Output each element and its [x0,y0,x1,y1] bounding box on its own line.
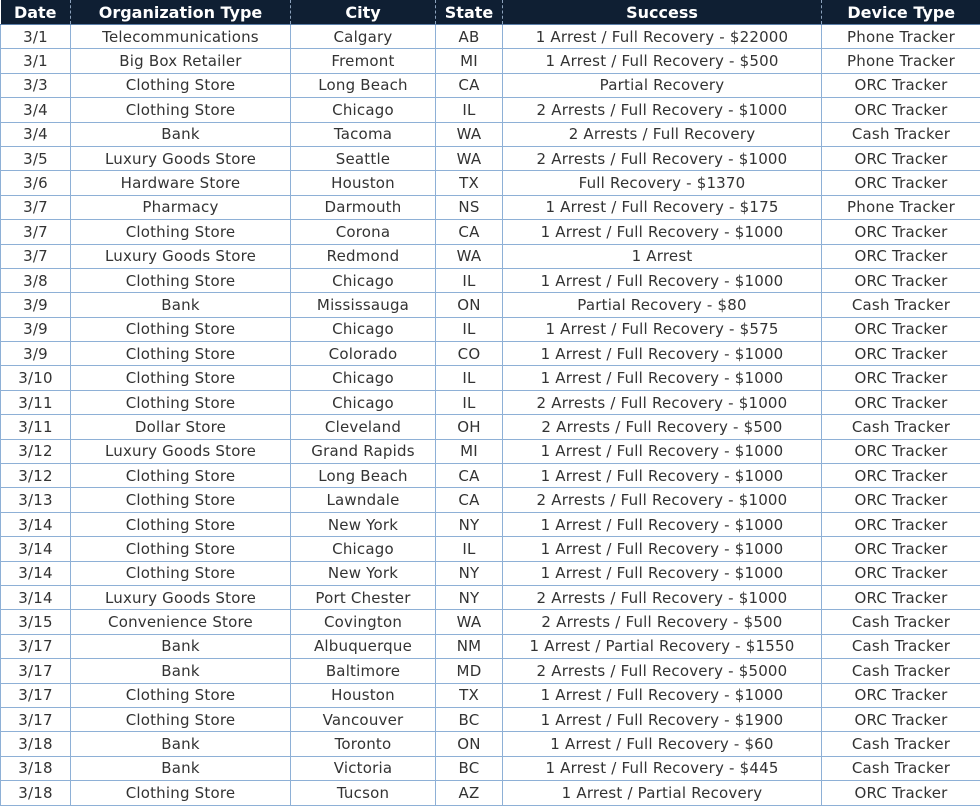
device-type-cell: Phone Tracker [822,25,980,49]
header-city: City [291,0,436,25]
header-device-type: Device Type [822,0,980,25]
city-cell: Chicago [291,317,436,341]
state-cell: CO [436,342,503,366]
table-row [1,659,980,683]
date-cell: 3/14 [1,512,71,536]
state-cell: IL [436,98,503,122]
table-row [1,268,980,292]
table-row [1,488,980,512]
device-type-cell: ORC Tracker [822,390,980,414]
success-cell: 1 Arrest / Full Recovery - $1000 [503,561,822,585]
table-row [1,415,980,439]
city-cell: Cleveland [291,415,436,439]
device-type-cell: ORC Tracker [822,488,980,512]
date-cell: 3/1 [1,25,71,49]
date-cell: 3/7 [1,195,71,219]
state-cell: ON [436,293,503,317]
table-row [1,707,980,731]
city-cell: Long Beach [291,73,436,97]
city-cell: Darmouth [291,195,436,219]
organization-type-cell: Clothing Store [71,781,291,805]
success-cell: 2 Arrests / Full Recovery - $1000 [503,146,822,170]
device-type-cell: ORC Tracker [822,366,980,390]
table-row [1,49,980,73]
state-cell: AB [436,25,503,49]
success-cell: 2 Arrests / Full Recovery - $1000 [503,585,822,609]
organization-type-cell: Luxury Goods Store [71,585,291,609]
table-row [1,366,980,390]
table-row [1,634,980,658]
success-cell: 1 Arrest [503,244,822,268]
organization-type-cell: Clothing Store [71,73,291,97]
date-cell: 3/5 [1,146,71,170]
state-cell: IL [436,366,503,390]
date-cell: 3/6 [1,171,71,195]
table-row [1,195,980,219]
success-cell: Partial Recovery [503,73,822,97]
city-cell: Tucson [291,781,436,805]
organization-type-cell: Dollar Store [71,415,291,439]
success-cell: 1 Arrest / Full Recovery - $1000 [503,220,822,244]
device-type-cell: Cash Tracker [822,122,980,146]
table-row [1,317,980,341]
device-type-cell: ORC Tracker [822,585,980,609]
device-type-cell: Cash Tracker [822,610,980,634]
city-cell: Chicago [291,390,436,414]
state-cell: TX [436,683,503,707]
date-cell: 3/18 [1,756,71,780]
organization-type-cell: Clothing Store [71,390,291,414]
state-cell: IL [436,317,503,341]
city-cell: Grand Rapids [291,439,436,463]
device-type-cell: ORC Tracker [822,317,980,341]
date-cell: 3/13 [1,488,71,512]
date-cell: 3/3 [1,73,71,97]
organization-type-cell: Clothing Store [71,683,291,707]
table-row [1,220,980,244]
device-type-cell: Cash Tracker [822,634,980,658]
organization-type-cell: Luxury Goods Store [71,439,291,463]
state-cell: MD [436,659,503,683]
city-cell: Baltimore [291,659,436,683]
state-cell: WA [436,244,503,268]
state-cell: WA [436,122,503,146]
device-type-cell: Cash Tracker [822,659,980,683]
city-cell: Houston [291,171,436,195]
device-type-cell: ORC Tracker [822,683,980,707]
city-cell: Lawndale [291,488,436,512]
city-cell: New York [291,561,436,585]
success-cell: 2 Arrests / Full Recovery - $5000 [503,659,822,683]
success-cell: Partial Recovery - $80 [503,293,822,317]
success-cell: 2 Arrests / Full Recovery [503,122,822,146]
table-row [1,244,980,268]
organization-type-cell: Clothing Store [71,98,291,122]
date-cell: 3/14 [1,585,71,609]
city-cell: Port Chester [291,585,436,609]
city-cell: Mississauga [291,293,436,317]
device-type-cell: ORC Tracker [822,342,980,366]
table-row [1,342,980,366]
date-cell: 3/12 [1,464,71,488]
device-type-cell: Cash Tracker [822,756,980,780]
state-cell: ON [436,732,503,756]
table-row [1,73,980,97]
city-cell: Albuquerque [291,634,436,658]
state-cell: WA [436,146,503,170]
device-type-cell: ORC Tracker [822,439,980,463]
date-cell: 3/15 [1,610,71,634]
date-cell: 3/4 [1,98,71,122]
organization-type-cell: Clothing Store [71,220,291,244]
organization-type-cell: Bank [71,732,291,756]
table-row [1,683,980,707]
date-cell: 3/17 [1,659,71,683]
device-type-cell: ORC Tracker [822,464,980,488]
success-cell: 1 Arrest / Full Recovery - $445 [503,756,822,780]
organization-type-cell: Luxury Goods Store [71,146,291,170]
device-type-cell: ORC Tracker [822,146,980,170]
success-cell: 2 Arrests / Full Recovery - $1000 [503,390,822,414]
success-cell: 1 Arrest / Full Recovery - $1000 [503,342,822,366]
header-row [1,0,980,25]
date-cell: 3/4 [1,122,71,146]
success-cell: 1 Arrest / Partial Recovery [503,781,822,805]
state-cell: MI [436,439,503,463]
device-type-cell: ORC Tracker [822,268,980,292]
organization-type-cell: Clothing Store [71,512,291,536]
city-cell: Fremont [291,49,436,73]
city-cell: Seattle [291,146,436,170]
date-cell: 3/14 [1,537,71,561]
city-cell: Long Beach [291,464,436,488]
organization-type-cell: Clothing Store [71,268,291,292]
success-cell: 1 Arrest / Full Recovery - $1000 [503,537,822,561]
device-type-cell: ORC Tracker [822,98,980,122]
table-row [1,610,980,634]
organization-type-cell: Clothing Store [71,366,291,390]
state-cell: CA [436,488,503,512]
city-cell: Vancouver [291,707,436,731]
table-row [1,390,980,414]
organization-type-cell: Bank [71,122,291,146]
device-type-cell: Phone Tracker [822,195,980,219]
organization-type-cell: Pharmacy [71,195,291,219]
table-row [1,512,980,536]
success-cell: 2 Arrests / Full Recovery - $500 [503,415,822,439]
city-cell: Victoria [291,756,436,780]
organization-type-cell: Bank [71,659,291,683]
success-cell: 1 Arrest / Full Recovery - $1000 [503,464,822,488]
table-row [1,781,980,805]
date-cell: 3/11 [1,390,71,414]
state-cell: IL [436,268,503,292]
success-cell: 2 Arrests / Full Recovery - $500 [503,610,822,634]
organization-type-cell: Bank [71,756,291,780]
header-date: Date [1,0,71,25]
state-cell: CA [436,73,503,97]
state-cell: BC [436,756,503,780]
table-row [1,537,980,561]
table-row [1,585,980,609]
table-body [1,25,980,806]
date-cell: 3/18 [1,732,71,756]
organization-type-cell: Clothing Store [71,317,291,341]
organization-type-cell: Clothing Store [71,464,291,488]
date-cell: 3/18 [1,781,71,805]
date-cell: 3/10 [1,366,71,390]
state-cell: IL [436,537,503,561]
organization-type-cell: Bank [71,293,291,317]
success-cell: 1 Arrest / Full Recovery - $500 [503,49,822,73]
date-cell: 3/17 [1,707,71,731]
device-type-cell: ORC Tracker [822,781,980,805]
success-cell: 1 Arrest / Full Recovery - $175 [503,195,822,219]
city-cell: Redmond [291,244,436,268]
date-cell: 3/17 [1,683,71,707]
date-cell: 3/17 [1,634,71,658]
city-cell: Chicago [291,98,436,122]
organization-type-cell: Big Box Retailer [71,49,291,73]
state-cell: NY [436,512,503,536]
success-cell: 1 Arrest / Full Recovery - $1000 [503,366,822,390]
success-cell: 2 Arrests / Full Recovery - $1000 [503,488,822,512]
table-row [1,464,980,488]
organization-type-cell: Convenience Store [71,610,291,634]
success-cell: 1 Arrest / Full Recovery - $22000 [503,25,822,49]
organization-type-cell: Clothing Store [71,561,291,585]
organization-type-cell: Clothing Store [71,707,291,731]
device-type-cell: ORC Tracker [822,537,980,561]
state-cell: CA [436,220,503,244]
header-organization-type: Organization Type [71,0,291,25]
organization-type-cell: Telecommunications [71,25,291,49]
device-type-cell: ORC Tracker [822,73,980,97]
success-cell: 2 Arrests / Full Recovery - $1000 [503,98,822,122]
state-cell: BC [436,707,503,731]
success-cell: 1 Arrest / Full Recovery - $1900 [503,707,822,731]
device-type-cell: ORC Tracker [822,561,980,585]
city-cell: Colorado [291,342,436,366]
organization-type-cell: Clothing Store [71,537,291,561]
state-cell: NY [436,561,503,585]
device-type-cell: Cash Tracker [822,293,980,317]
city-cell: Toronto [291,732,436,756]
city-cell: Chicago [291,537,436,561]
date-cell: 3/11 [1,415,71,439]
table-row [1,756,980,780]
state-cell: NY [436,585,503,609]
city-cell: Chicago [291,366,436,390]
table-row [1,122,980,146]
device-type-cell: ORC Tracker [822,512,980,536]
success-cell: 1 Arrest / Full Recovery - $60 [503,732,822,756]
table-header [1,0,980,25]
state-cell: OH [436,415,503,439]
date-cell: 3/9 [1,293,71,317]
date-cell: 3/7 [1,220,71,244]
device-type-cell: ORC Tracker [822,707,980,731]
device-type-cell: Phone Tracker [822,49,980,73]
date-cell: 3/12 [1,439,71,463]
header-state: State [436,0,503,25]
city-cell: Houston [291,683,436,707]
state-cell: WA [436,610,503,634]
organization-type-cell: Clothing Store [71,342,291,366]
success-cell: 1 Arrest / Partial Recovery - $1550 [503,634,822,658]
date-cell: 3/9 [1,317,71,341]
device-type-cell: ORC Tracker [822,171,980,195]
table-row [1,171,980,195]
city-cell: New York [291,512,436,536]
state-cell: CA [436,464,503,488]
success-cell: 1 Arrest / Full Recovery - $1000 [503,439,822,463]
success-cell: 1 Arrest / Full Recovery - $1000 [503,512,822,536]
date-cell: 3/7 [1,244,71,268]
city-cell: Tacoma [291,122,436,146]
device-type-cell: ORC Tracker [822,244,980,268]
success-cell: 1 Arrest / Full Recovery - $1000 [503,268,822,292]
organization-type-cell: Luxury Goods Store [71,244,291,268]
table-row [1,25,980,49]
city-cell: Chicago [291,268,436,292]
table-row [1,98,980,122]
device-type-cell: Cash Tracker [822,732,980,756]
state-cell: NS [436,195,503,219]
state-cell: MI [436,49,503,73]
organization-type-cell: Hardware Store [71,171,291,195]
device-type-cell: Cash Tracker [822,415,980,439]
table-row [1,146,980,170]
state-cell: NM [436,634,503,658]
date-cell: 3/9 [1,342,71,366]
table-row [1,439,980,463]
success-cell: 1 Arrest / Full Recovery - $575 [503,317,822,341]
state-cell: TX [436,171,503,195]
table-row [1,293,980,317]
state-cell: IL [436,390,503,414]
date-cell: 3/8 [1,268,71,292]
date-cell: 3/14 [1,561,71,585]
organization-type-cell: Bank [71,634,291,658]
state-cell: AZ [436,781,503,805]
table-row [1,732,980,756]
organization-type-cell: Clothing Store [71,488,291,512]
header-success: Success [503,0,822,25]
device-type-cell: ORC Tracker [822,220,980,244]
city-cell: Calgary [291,25,436,49]
table-row [1,561,980,585]
city-cell: Covington [291,610,436,634]
date-cell: 3/1 [1,49,71,73]
city-cell: Corona [291,220,436,244]
success-cell: 1 Arrest / Full Recovery - $1000 [503,683,822,707]
success-cell: Full Recovery - $1370 [503,171,822,195]
